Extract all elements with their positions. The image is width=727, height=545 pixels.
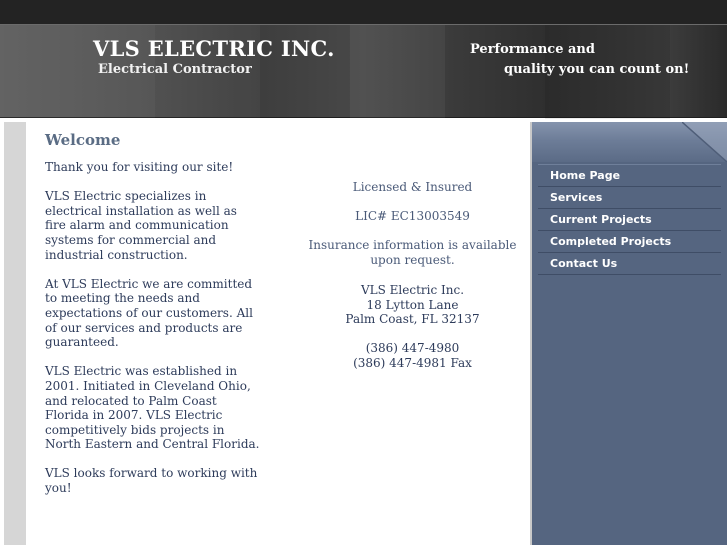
intro-text <box>45 160 260 510</box>
intro-paragraph: VLS Electric specializes in electrical installation as well as fire alarm and communication systems for commercial and industrial construction. <box>45 189 237 262</box>
nav-item-contact[interactable]: Contact Us <box>538 253 721 275</box>
tagline-line-1: Performance and <box>470 42 595 57</box>
company-subtitle: Electrical Contractor <box>98 62 252 77</box>
intro-paragraph: Thank you for visiting our site! <box>45 160 234 174</box>
intro-paragraph: At VLS Electric we are committed to meeting the needs and expectations of our customers. All of our services and products are guaranteed. <box>45 276 253 350</box>
insurance-note: Insurance information is available upon request. <box>308 238 517 267</box>
left-margin-strip <box>4 122 26 545</box>
intro-paragraph: VLS Electric was established in 2001. Initiated in Cleveland Ohio, and relocated to Palm Coast Florida in 2007. VLS Electric competitively bids projects in North Eastern and Central Florida. <box>45 364 260 452</box>
page-title: Welcome <box>45 131 121 149</box>
contact-city: Palm Coast, FL 32137 <box>345 312 480 327</box>
main-nav <box>538 164 721 275</box>
contact-phone: (386) 447-4980 <box>365 341 460 356</box>
banner-band <box>350 25 445 119</box>
licensed-text: Licensed & Insured <box>352 180 473 194</box>
nav-item-current-projects[interactable]: Current Projects <box>538 209 721 231</box>
nav-item-home[interactable]: Home Page <box>538 164 721 187</box>
nav-item-completed-projects[interactable]: Completed Projects <box>538 231 721 253</box>
tagline-line-2: quality you can count on! <box>504 62 690 77</box>
sidebar <box>530 122 727 545</box>
header-banner <box>0 24 727 118</box>
contact-street: 18 Lytton Lane <box>366 297 459 312</box>
license-info <box>305 180 520 282</box>
contact-company: VLS Electric Inc. <box>360 283 465 297</box>
top-bar <box>0 0 727 24</box>
sidebar-header <box>532 122 727 162</box>
intro-paragraph: VLS looks forward to working with you! <box>45 466 258 496</box>
license-number: LIC# EC13003549 <box>355 209 470 224</box>
nav-item-services[interactable]: Services <box>538 187 721 209</box>
company-name: VLS ELECTRIC INC. <box>93 36 335 61</box>
contact-fax: (386) 447-4981 Fax <box>353 355 472 370</box>
corner-decoration-icon <box>682 122 727 162</box>
contact-info <box>305 283 520 371</box>
